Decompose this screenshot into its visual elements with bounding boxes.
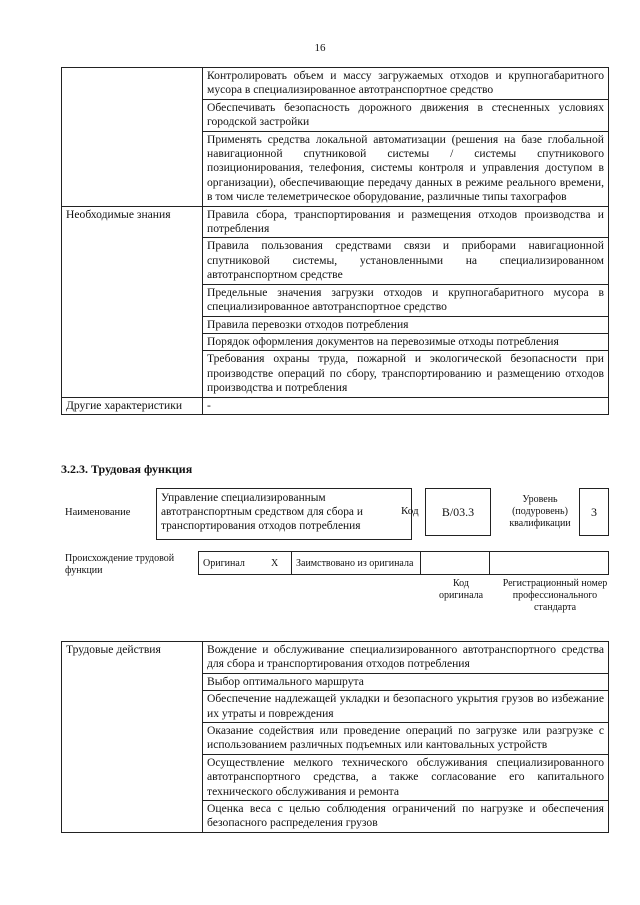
name-label: Наименование bbox=[65, 507, 131, 518]
action-item: Оказание содействия или проведение операций по загрузке или разгрузке с использованием различных подъемных или кантовальных устройств bbox=[203, 723, 609, 755]
skill-item: Применять средства локальной автоматизации (решения на базе глобальной навигационной спутниковой системы / системы спутникового позиционирования, телефония, системы контроля и управления доступом в организации), обеспечивающие передачу данных в режиме реального времени, в том числе телеметрическое оборудование, различные типы тахографов bbox=[203, 131, 609, 206]
other-characteristics-value: - bbox=[203, 397, 609, 414]
action-item: Оценка веса с целью соблюдения ограничений по нагрузке и обеспечения безопасного распределения грузов bbox=[203, 801, 609, 833]
other-characteristics-label: Другие характеристики bbox=[62, 397, 203, 414]
knowledge-label: Необходимые знания bbox=[62, 206, 203, 397]
origin-table bbox=[198, 551, 609, 575]
function-name-value: Управление специализированным автотранспортным средством для сбора и транспортирования отходов потребления bbox=[156, 488, 412, 540]
action-item: Вождение и обслуживание специализированного автотранспортного средства для сбора и транспортирования отходов потребления bbox=[203, 642, 609, 674]
origin-reg-cell bbox=[490, 552, 609, 575]
original-label: Оригинал bbox=[199, 552, 268, 575]
knowledge-item: Правила перевозки отходов потребления bbox=[203, 316, 609, 333]
knowledge-item: Предельные значения загрузки отходов и крупногабаритного мусора в специализированное автотранспортное средство bbox=[203, 284, 609, 316]
skill-item: Контролировать объем и массу загружаемых отходов и крупногабаритного мусора в специализированное автотранспортное средство bbox=[203, 68, 609, 100]
qualification-level-value: 3 bbox=[579, 488, 609, 536]
registration-number-caption: Регистрационный номер профессионального стандарта bbox=[502, 578, 608, 613]
origin-code-cell bbox=[421, 552, 490, 575]
origin-code-caption: Код оригинала bbox=[438, 578, 484, 601]
skills-knowledge-table bbox=[61, 67, 609, 415]
knowledge-item: Правила пользования средствами связи и приборами навигационной спутниковой системы, установленными на специализированном автотранспортном средстве bbox=[203, 238, 609, 284]
origin-label: Происхождение трудовой функции bbox=[65, 553, 175, 576]
qualification-level-label: Уровень (подуровень) квалификации bbox=[509, 494, 571, 529]
code-label: Код bbox=[401, 505, 419, 517]
labor-actions-table bbox=[61, 641, 609, 833]
empty-label-cell bbox=[62, 68, 203, 207]
function-name-row bbox=[61, 488, 609, 548]
knowledge-item: Требования охраны труда, пожарной и экологической безопасности при производстве операций по сбору, транспортированию и размещению отходов производства и потребления bbox=[203, 351, 609, 397]
section-heading: 3.2.3. Трудовая функция bbox=[61, 462, 193, 476]
action-item: Обеспечение надлежащей укладки и безопасного укрытия грузов во избежание их утраты и повреждения bbox=[203, 691, 609, 723]
borrowed-label: Заимствовано из оригинала bbox=[292, 552, 421, 575]
page-number: 16 bbox=[314, 42, 326, 54]
skill-item: Обеспечивать безопасность дорожного движения в стесненных условиях городской застройки bbox=[203, 99, 609, 131]
code-value: B/03.3 bbox=[425, 488, 491, 536]
action-item: Выбор оптимального маршрута bbox=[203, 673, 609, 690]
action-item: Осуществление мелкого технического обслуживания специализированного автотранспортного средства, а также согласование его капитального технического обслуживания и ремонта bbox=[203, 754, 609, 800]
actions-label: Трудовые действия bbox=[62, 642, 203, 833]
origin-row bbox=[61, 551, 609, 631]
knowledge-item: Правила сбора, транспортирования и размещения отходов производства и потребления bbox=[203, 206, 609, 238]
original-mark: X bbox=[267, 552, 292, 575]
knowledge-item: Порядок оформления документов на перевозимые отходы потребления bbox=[203, 333, 609, 350]
